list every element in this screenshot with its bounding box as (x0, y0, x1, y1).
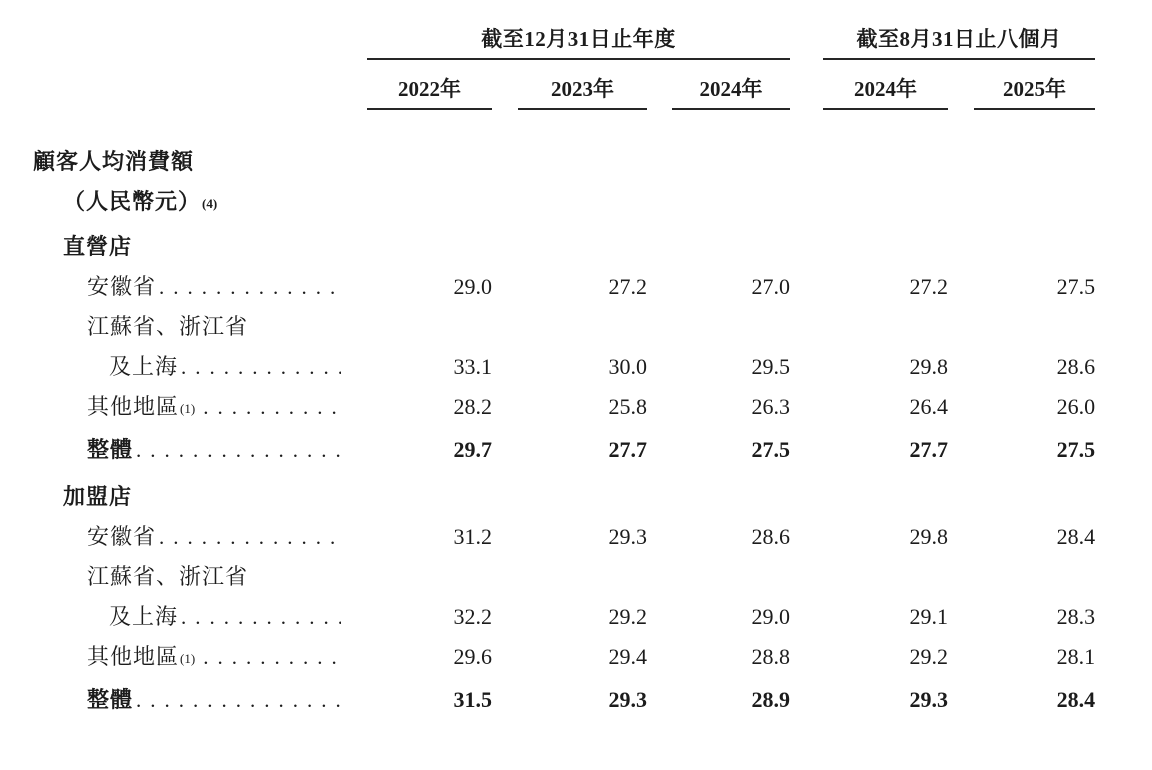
table-row (33, 222, 1095, 267)
header-gap (790, 14, 823, 59)
row-label-wrap: 其他地區 $^{(1)}$ ..... (87, 394, 341, 420)
cell-value (672, 307, 790, 347)
cell-value: 28.9 (751, 687, 791, 712)
cell-value: 26.3 (751, 394, 791, 419)
row-label-cell (33, 472, 367, 517)
cell-value (974, 307, 1095, 347)
year-header-row (33, 59, 1095, 109)
column-gap (647, 182, 672, 222)
column-gap (948, 307, 974, 347)
table-row (33, 387, 1095, 427)
table-row (33, 109, 1095, 182)
row-label: 加盟店 (63, 484, 133, 509)
column-gap (790, 637, 823, 677)
row-label-wrap: 其他地區 $^{(1)}$ ..... (87, 644, 341, 670)
cell-value (823, 307, 948, 347)
row-label-cell (33, 347, 367, 387)
cell-value (367, 222, 492, 267)
column-gap (647, 307, 672, 347)
column-group-title-eight-months: 截至8月31日止八個月 (823, 14, 1095, 59)
column-gap (647, 427, 672, 472)
cell-value: 27.7 (909, 437, 949, 462)
row-label-cell (33, 307, 367, 347)
column-gap (948, 517, 974, 557)
cell-value: 27.2 (909, 274, 949, 299)
table-row (33, 637, 1095, 677)
header-label-spacer (33, 59, 367, 109)
cell-value: 29.4 (608, 644, 647, 669)
column-gap (492, 677, 518, 722)
row-label-cell (33, 427, 367, 472)
row-label-cell (33, 109, 367, 182)
cell-value (974, 182, 1095, 222)
cell-value (518, 182, 647, 222)
table-row (33, 267, 1095, 307)
cell-value: 28.6 (1056, 354, 1096, 379)
cell-value (518, 307, 647, 347)
row-label: 其他地區 (87, 644, 180, 669)
column-gap (790, 597, 823, 637)
column-gap (492, 347, 518, 387)
column-gap (647, 267, 672, 307)
column-gap (647, 557, 672, 597)
table-row (33, 307, 1095, 347)
table-body (33, 109, 1095, 722)
header-gap (790, 59, 823, 109)
cell-value: 31.2 (453, 524, 492, 549)
year-header-2024-interim: 2024年 (823, 59, 948, 109)
column-gap (948, 427, 974, 472)
cell-value: 27.5 (1056, 437, 1096, 462)
cell-value (518, 222, 647, 267)
column-gap (492, 597, 518, 637)
cell-value: 29.7 (453, 437, 492, 462)
header-gap (948, 59, 974, 109)
cell-value (823, 222, 948, 267)
cell-value: 33.1 (453, 354, 492, 379)
table-row (33, 182, 1095, 222)
cell-value (823, 472, 948, 517)
column-gap (948, 472, 974, 517)
row-label: 江蘇省、浙江省 (87, 314, 249, 339)
cell-value (367, 307, 492, 347)
header-gap (492, 59, 518, 109)
leader-dots (159, 524, 341, 550)
cell-value: 27.5 (1056, 274, 1096, 299)
row-label: 江蘇省、浙江省 (87, 564, 249, 589)
cell-value: 25.8 (608, 394, 647, 419)
cell-value: 28.8 (751, 644, 791, 669)
cell-value: 26.0 (1056, 394, 1096, 419)
column-gap (948, 637, 974, 677)
column-gap (948, 267, 974, 307)
leader-dots (203, 644, 341, 670)
row-label-wrap (63, 234, 341, 260)
cell-value (823, 109, 948, 182)
column-gap (492, 182, 518, 222)
cell-value (974, 109, 1095, 182)
row-label-wrap (87, 564, 341, 590)
leader-dots (181, 604, 341, 630)
column-gap (790, 267, 823, 307)
row-label-wrap (63, 484, 341, 510)
column-gap (492, 517, 518, 557)
cell-value: 30.0 (608, 354, 647, 379)
column-gap (948, 677, 974, 722)
row-label-cell (33, 222, 367, 267)
cell-value (518, 557, 647, 597)
cell-value: 28.2 (453, 394, 492, 419)
column-gap (647, 387, 672, 427)
row-label: 安徽省 (87, 524, 157, 549)
column-gap (948, 557, 974, 597)
cell-value: 29.3 (608, 687, 647, 712)
column-gap (790, 347, 823, 387)
cell-value: 28.6 (751, 524, 791, 549)
column-gap (492, 472, 518, 517)
table-row (33, 472, 1095, 517)
row-label: 整體 (87, 687, 134, 712)
cell-value: 29.2 (909, 644, 949, 669)
cell-value: 27.5 (751, 437, 791, 462)
leader-dots (181, 354, 341, 380)
column-gap (647, 677, 672, 722)
row-label: 及上海 (109, 354, 179, 379)
cell-value (823, 182, 948, 222)
year-header-2025-interim: 2025年 (974, 59, 1095, 109)
row-label-wrap (87, 314, 341, 340)
column-gap (948, 222, 974, 267)
column-gap (948, 109, 974, 182)
column-gap (790, 307, 823, 347)
cell-value (367, 557, 492, 597)
row-label-cell (33, 637, 367, 677)
year-header-2024: 2024年 (672, 59, 790, 109)
row-label: 其他地區 (87, 394, 180, 419)
column-gap (790, 387, 823, 427)
column-gap (647, 597, 672, 637)
row-label: 直營店 (63, 234, 133, 259)
column-gap (790, 109, 823, 182)
column-gap (492, 387, 518, 427)
cell-value: 29.6 (453, 644, 492, 669)
column-gap (492, 557, 518, 597)
column-gap (647, 347, 672, 387)
row-label-cell (33, 677, 367, 722)
column-group-row (33, 14, 1095, 59)
table-row (33, 597, 1095, 637)
row-label-wrap (109, 604, 341, 630)
cell-value: 27.7 (608, 437, 647, 462)
column-gap (790, 472, 823, 517)
column-gap (948, 347, 974, 387)
cell-value: 29.8 (909, 354, 949, 379)
table-row (33, 517, 1095, 557)
cell-value: 28.4 (1056, 524, 1096, 549)
cell-value (518, 109, 647, 182)
row-label: 安徽省 (87, 274, 157, 299)
row-label-wrap (109, 354, 341, 380)
column-gap (790, 427, 823, 472)
cell-value: 28.4 (1056, 687, 1096, 712)
column-gap (492, 222, 518, 267)
cell-value (974, 557, 1095, 597)
row-label-wrap: （人民幣元） $^{(4)}$ (63, 189, 218, 214)
column-gap (647, 637, 672, 677)
cell-value: 28.1 (1056, 644, 1096, 669)
cell-value (672, 182, 790, 222)
row-label-wrap (87, 274, 341, 300)
column-gap (647, 109, 672, 182)
cell-value: 31.5 (453, 687, 492, 712)
customer-spending-table (33, 14, 1095, 722)
column-gap (948, 597, 974, 637)
cell-value (974, 472, 1095, 517)
header-label-spacer (33, 14, 367, 59)
cell-value: 26.4 (909, 394, 949, 419)
column-gap (492, 109, 518, 182)
column-gap (492, 267, 518, 307)
column-gap (492, 307, 518, 347)
year-header-2022: 2022年 (367, 59, 492, 109)
row-label-cell (33, 387, 367, 427)
header-gap (647, 59, 672, 109)
column-gap (790, 182, 823, 222)
row-label-wrap (87, 437, 341, 463)
column-gap (790, 222, 823, 267)
row-label: 及上海 (109, 604, 179, 629)
cell-value: 29.2 (608, 604, 647, 629)
column-gap (492, 637, 518, 677)
table-row (33, 427, 1095, 472)
cell-value: 29.8 (909, 524, 949, 549)
cell-value: 32.2 (453, 604, 492, 629)
column-group-title-year-ended: 截至12月31日止年度 (367, 14, 790, 59)
column-gap (790, 517, 823, 557)
table-row (33, 677, 1095, 722)
row-label-cell (33, 597, 367, 637)
column-gap (790, 677, 823, 722)
row-label-wrap (87, 524, 341, 550)
leader-dots (203, 394, 341, 420)
cell-value: 29.5 (751, 354, 791, 379)
row-label-cell (33, 182, 367, 222)
row-label: 顧客人均消費額 (33, 149, 195, 174)
table-row (33, 557, 1095, 597)
cell-value: 29.3 (909, 687, 949, 712)
column-gap (948, 182, 974, 222)
row-label-cell (33, 267, 367, 307)
row-label: 整體 (87, 437, 134, 462)
cell-value: 29.0 (751, 604, 791, 629)
cell-value (672, 557, 790, 597)
column-gap (647, 517, 672, 557)
column-gap (948, 387, 974, 427)
row-label-wrap (87, 687, 341, 713)
cell-value (367, 472, 492, 517)
column-gap (647, 472, 672, 517)
cell-value (672, 222, 790, 267)
leader-dots (136, 437, 341, 463)
cell-value (974, 222, 1095, 267)
cell-value (672, 472, 790, 517)
column-gap (790, 557, 823, 597)
cell-value: 28.3 (1056, 604, 1096, 629)
cell-value: 29.0 (453, 274, 492, 299)
table-row (33, 347, 1095, 387)
cell-value (367, 109, 492, 182)
cell-value (518, 472, 647, 517)
cell-value (823, 557, 948, 597)
leader-dots (136, 687, 341, 713)
row-label: （人民幣元） (63, 189, 202, 214)
cell-value (672, 109, 790, 182)
row-label-cell (33, 517, 367, 557)
column-gap (647, 222, 672, 267)
row-label-wrap (33, 149, 341, 175)
cell-value: 29.1 (909, 604, 949, 629)
row-label-cell (33, 557, 367, 597)
column-gap (492, 427, 518, 472)
year-header-2023: 2023年 (518, 59, 647, 109)
cell-value (367, 182, 492, 222)
cell-value: 29.3 (608, 524, 647, 549)
table-header (33, 14, 1095, 109)
cell-value: 27.2 (608, 274, 647, 299)
cell-value: 27.0 (751, 274, 791, 299)
leader-dots (159, 274, 341, 300)
